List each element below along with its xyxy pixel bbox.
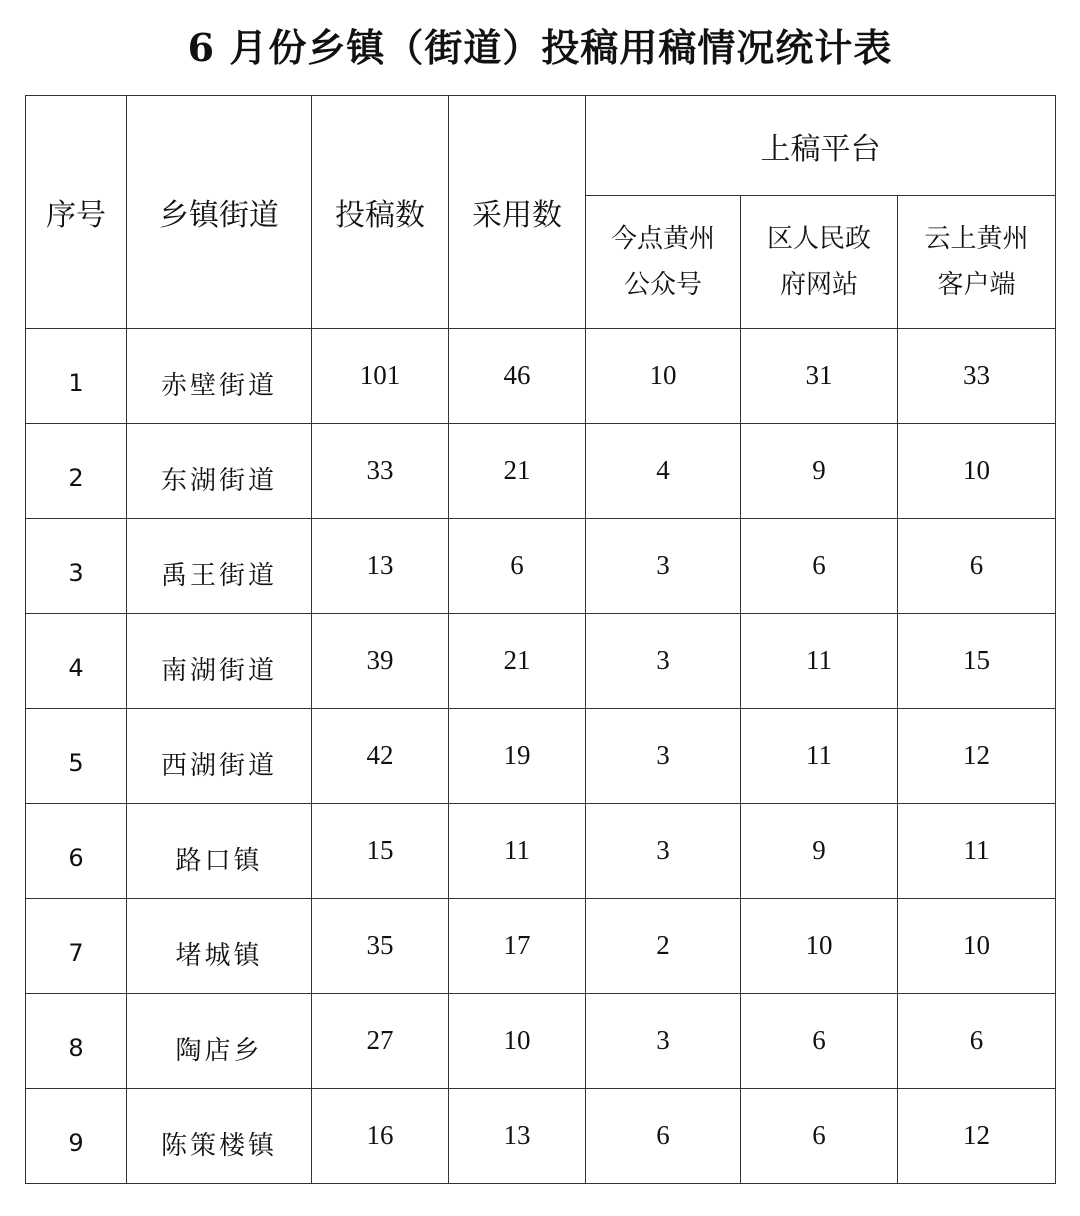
cell-index: 3 <box>26 519 127 614</box>
cell-submitted: 33 <box>312 424 449 519</box>
cell-town: 堵城镇 <box>127 899 312 994</box>
header-adopted: 采用数 <box>449 96 586 329</box>
table-row <box>26 1089 1056 1184</box>
cell-index: 1 <box>26 329 127 424</box>
header-platform-2-line1: 区人民政 <box>766 224 871 254</box>
cell-town: 南湖街道 <box>127 614 312 709</box>
header-platform-1-line2: 公众号 <box>623 270 702 300</box>
header-index: 序号 <box>26 96 127 329</box>
cell-platform-1: 6 <box>586 1089 741 1184</box>
cell-adopted: 17 <box>449 899 586 994</box>
header-platform-3 <box>898 196 1056 329</box>
cell-platform-3: 15 <box>898 614 1056 709</box>
cell-platform-1: 3 <box>586 709 741 804</box>
cell-platform-1: 2 <box>586 899 741 994</box>
cell-index: 9 <box>26 1089 127 1184</box>
cell-platform-2: 11 <box>741 709 898 804</box>
cell-submitted: 13 <box>312 519 449 614</box>
header-submitted: 投稿数 <box>312 96 449 329</box>
cell-platform-1: 10 <box>586 329 741 424</box>
cell-adopted: 21 <box>449 424 586 519</box>
cell-adopted: 10 <box>449 994 586 1089</box>
table-row <box>26 899 1056 994</box>
cell-adopted: 11 <box>449 804 586 899</box>
cell-adopted: 13 <box>449 1089 586 1184</box>
cell-submitted: 27 <box>312 994 449 1089</box>
cell-platform-2: 31 <box>741 329 898 424</box>
cell-platform-1: 3 <box>586 614 741 709</box>
cell-index: 5 <box>26 709 127 804</box>
table-row <box>26 709 1056 804</box>
page-title: 6 月份乡镇（街道）投稿用稿情况统计表 <box>187 25 893 70</box>
header-platform-3-line2: 客户端 <box>937 270 1016 300</box>
cell-index: 8 <box>26 994 127 1089</box>
header-platform-2 <box>741 196 898 329</box>
header-row <box>26 96 1056 196</box>
cell-index: 4 <box>26 614 127 709</box>
table-row <box>26 804 1056 899</box>
header-town: 乡镇街道 <box>127 96 312 329</box>
cell-platform-1: 3 <box>586 994 741 1089</box>
cell-platform-2: 6 <box>741 1089 898 1184</box>
header-platform-3-line1: 云上黄州 <box>924 224 1029 254</box>
cell-platform-3: 11 <box>898 804 1056 899</box>
cell-town: 赤壁街道 <box>127 329 312 424</box>
cell-submitted: 35 <box>312 899 449 994</box>
cell-index: 6 <box>26 804 127 899</box>
cell-platform-2: 10 <box>741 899 898 994</box>
cell-town: 禹王街道 <box>127 519 312 614</box>
header-platform-group: 上稿平台 <box>586 96 1056 196</box>
cell-platform-3: 10 <box>898 899 1056 994</box>
cell-platform-2: 9 <box>741 424 898 519</box>
cell-platform-3: 12 <box>898 709 1056 804</box>
cell-platform-3: 6 <box>898 994 1056 1089</box>
cell-adopted: 21 <box>449 614 586 709</box>
table-row <box>26 614 1056 709</box>
cell-index: 7 <box>26 899 127 994</box>
cell-town: 东湖街道 <box>127 424 312 519</box>
cell-platform-1: 3 <box>586 804 741 899</box>
cell-platform-2: 9 <box>741 804 898 899</box>
cell-town: 陶店乡 <box>127 994 312 1089</box>
cell-town: 西湖街道 <box>127 709 312 804</box>
cell-submitted: 42 <box>312 709 449 804</box>
cell-adopted: 6 <box>449 519 586 614</box>
cell-submitted: 16 <box>312 1089 449 1184</box>
cell-submitted: 39 <box>312 614 449 709</box>
table-row <box>26 329 1056 424</box>
cell-adopted: 19 <box>449 709 586 804</box>
cell-town: 陈策楼镇 <box>127 1089 312 1184</box>
cell-platform-2: 6 <box>741 519 898 614</box>
cell-submitted: 101 <box>312 329 449 424</box>
cell-adopted: 46 <box>449 329 586 424</box>
table-row <box>26 519 1056 614</box>
header-platform-1 <box>586 196 741 329</box>
cell-platform-3: 33 <box>898 329 1056 424</box>
header-platform-2-line2: 府网站 <box>779 270 858 300</box>
table-row <box>26 994 1056 1089</box>
table-row <box>26 424 1056 519</box>
cell-platform-2: 11 <box>741 614 898 709</box>
cell-submitted: 15 <box>312 804 449 899</box>
cell-index: 2 <box>26 424 127 519</box>
cell-platform-1: 4 <box>586 424 741 519</box>
cell-platform-3: 12 <box>898 1089 1056 1184</box>
cell-platform-1: 3 <box>586 519 741 614</box>
cell-platform-3: 10 <box>898 424 1056 519</box>
statistics-table <box>25 95 1056 1184</box>
cell-platform-2: 6 <box>741 994 898 1089</box>
cell-platform-3: 6 <box>898 519 1056 614</box>
cell-town: 路口镇 <box>127 804 312 899</box>
header-platform-1-line1: 今点黄州 <box>610 224 715 254</box>
